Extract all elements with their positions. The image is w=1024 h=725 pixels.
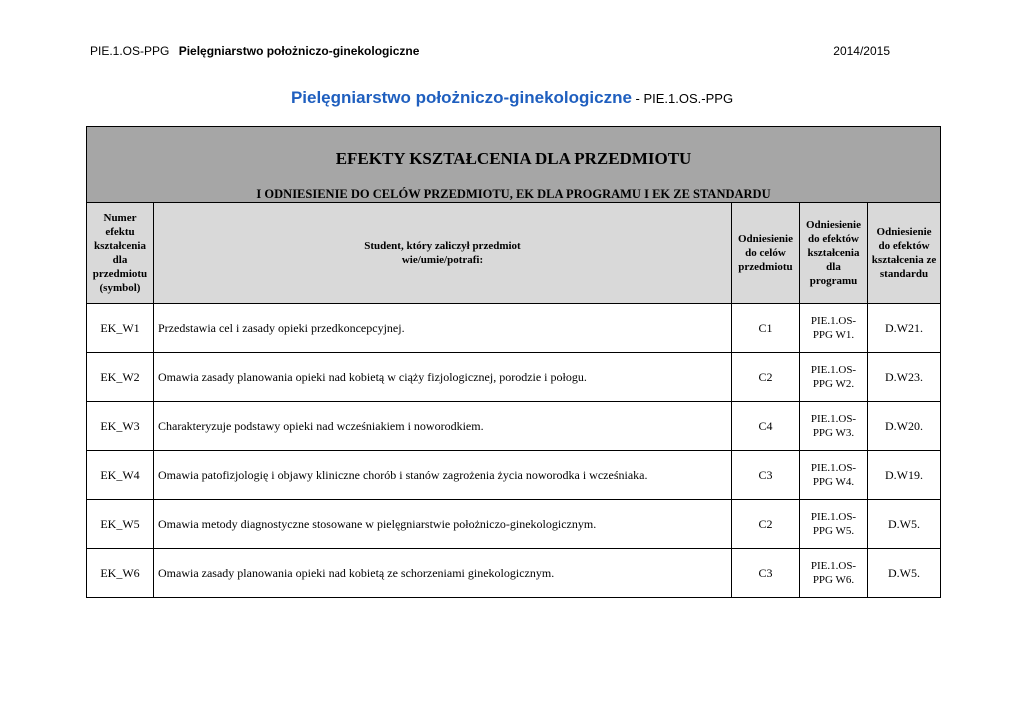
page-header xyxy=(90,44,890,58)
outcome-description: Omawia zasady planowania opieki nad kobietą w ciąży fizjologicznej, porodzie i połogu. xyxy=(154,353,732,402)
program-ref-line2: PPG W4. xyxy=(812,476,855,488)
outcome-goal-ref: C2 xyxy=(732,353,800,402)
header-year: 2014/2015 xyxy=(833,44,890,58)
program-ref-line2: PPG W6. xyxy=(812,574,855,586)
program-ref-line1: PIE.1.OS- xyxy=(810,413,857,425)
outcome-symbol: EK_W3 xyxy=(87,402,154,451)
table-row xyxy=(87,451,941,500)
outcome-description: Omawia zasady planowania opieki nad kobietą ze schorzeniami ginekologicznym. xyxy=(154,549,732,598)
document-title xyxy=(0,88,1024,108)
table-row xyxy=(87,549,941,598)
outcome-program-ref xyxy=(800,304,868,353)
outcome-standard-ref: D.W21. xyxy=(868,304,941,353)
col-header-description-line1: Student, który zaliczył przedmiot xyxy=(364,240,521,252)
program-ref-line2: PPG W5. xyxy=(812,525,855,537)
outcome-program-ref xyxy=(800,500,868,549)
outcome-goal-ref: C3 xyxy=(732,451,800,500)
col-header-program-ref: Odniesienie do efektów kształcenia dla programu xyxy=(800,203,868,304)
outcome-goal-ref: C1 xyxy=(732,304,800,353)
outcome-description: Omawia patofizjologię i objawy kliniczne chorób i stanów zagrożenia życia noworodka i wcześniaka. xyxy=(154,451,732,500)
table-banner xyxy=(87,127,941,203)
col-header-description xyxy=(154,203,732,304)
outcome-symbol: EK_W2 xyxy=(87,353,154,402)
header-course-code: PIE.1.OS-PPG xyxy=(90,44,170,58)
table-row xyxy=(87,304,941,353)
col-header-goal-ref: Odniesienie do celów przedmiotu xyxy=(732,203,800,304)
title-code: - PIE.1.OS.-PPG xyxy=(631,91,734,106)
outcome-standard-ref: D.W23. xyxy=(868,353,941,402)
program-ref-line1: PIE.1.OS- xyxy=(810,511,857,523)
outcome-symbol: EK_W6 xyxy=(87,549,154,598)
table-row xyxy=(87,353,941,402)
column-headers xyxy=(87,203,941,304)
outcome-goal-ref: C3 xyxy=(732,549,800,598)
col-header-description-line2: wie/umie/potrafi: xyxy=(401,254,484,266)
outcome-description: Charakteryzuje podstawy opieki nad wcześniakiem i noworodkiem. xyxy=(154,402,732,451)
outcome-program-ref xyxy=(800,353,868,402)
outcome-symbol: EK_W5 xyxy=(87,500,154,549)
banner-title: EFEKTY KSZTAŁCENIA DLA PRZEDMIOTU xyxy=(335,149,692,168)
outcome-standard-ref: D.W20. xyxy=(868,402,941,451)
outcome-program-ref xyxy=(800,549,868,598)
program-ref-line1: PIE.1.OS- xyxy=(810,364,857,376)
outcome-program-ref xyxy=(800,451,868,500)
program-ref-line1: PIE.1.OS- xyxy=(810,560,857,572)
col-header-number: Numer efektu kształcenia dla przedmiotu (symbol) xyxy=(87,203,154,304)
header-subject: Pielęgniarstwo położniczo-ginekologiczne xyxy=(178,44,420,58)
outcome-description: Przedstawia cel i zasady opieki przedkoncepcyjnej. xyxy=(154,304,732,353)
program-ref-line2: PPG W3. xyxy=(812,427,855,439)
outcome-standard-ref: D.W5. xyxy=(868,500,941,549)
program-ref-line1: PIE.1.OS- xyxy=(810,315,857,327)
table-row xyxy=(87,500,941,549)
outcome-symbol: EK_W1 xyxy=(87,304,154,353)
outcome-standard-ref: D.W5. xyxy=(868,549,941,598)
banner-subtitle: I ODNIESIENIE DO CELÓW PRZEDMIOTU, EK DLA PROGRAMU I EK ZE STANDARDU xyxy=(256,187,771,201)
program-ref-line2: PPG W2. xyxy=(812,378,855,390)
outcome-goal-ref: C4 xyxy=(732,402,800,451)
outcome-symbol: EK_W4 xyxy=(87,451,154,500)
outcome-goal-ref: C2 xyxy=(732,500,800,549)
program-ref-line2: PPG W1. xyxy=(812,329,855,341)
col-header-standard-ref: Odniesienie do efektów kształcenia ze standardu xyxy=(868,203,941,304)
outcome-description: Omawia metody diagnostyczne stosowane w pielęgniarstwie położniczo-ginekologicznym. xyxy=(154,500,732,549)
learning-outcomes-table xyxy=(86,126,941,598)
program-ref-line1: PIE.1.OS- xyxy=(810,462,857,474)
title-subject: Pielęgniarstwo położniczo-ginekologiczne xyxy=(290,88,632,107)
outcome-standard-ref: D.W19. xyxy=(868,451,941,500)
table-row xyxy=(87,402,941,451)
outcome-program-ref xyxy=(800,402,868,451)
